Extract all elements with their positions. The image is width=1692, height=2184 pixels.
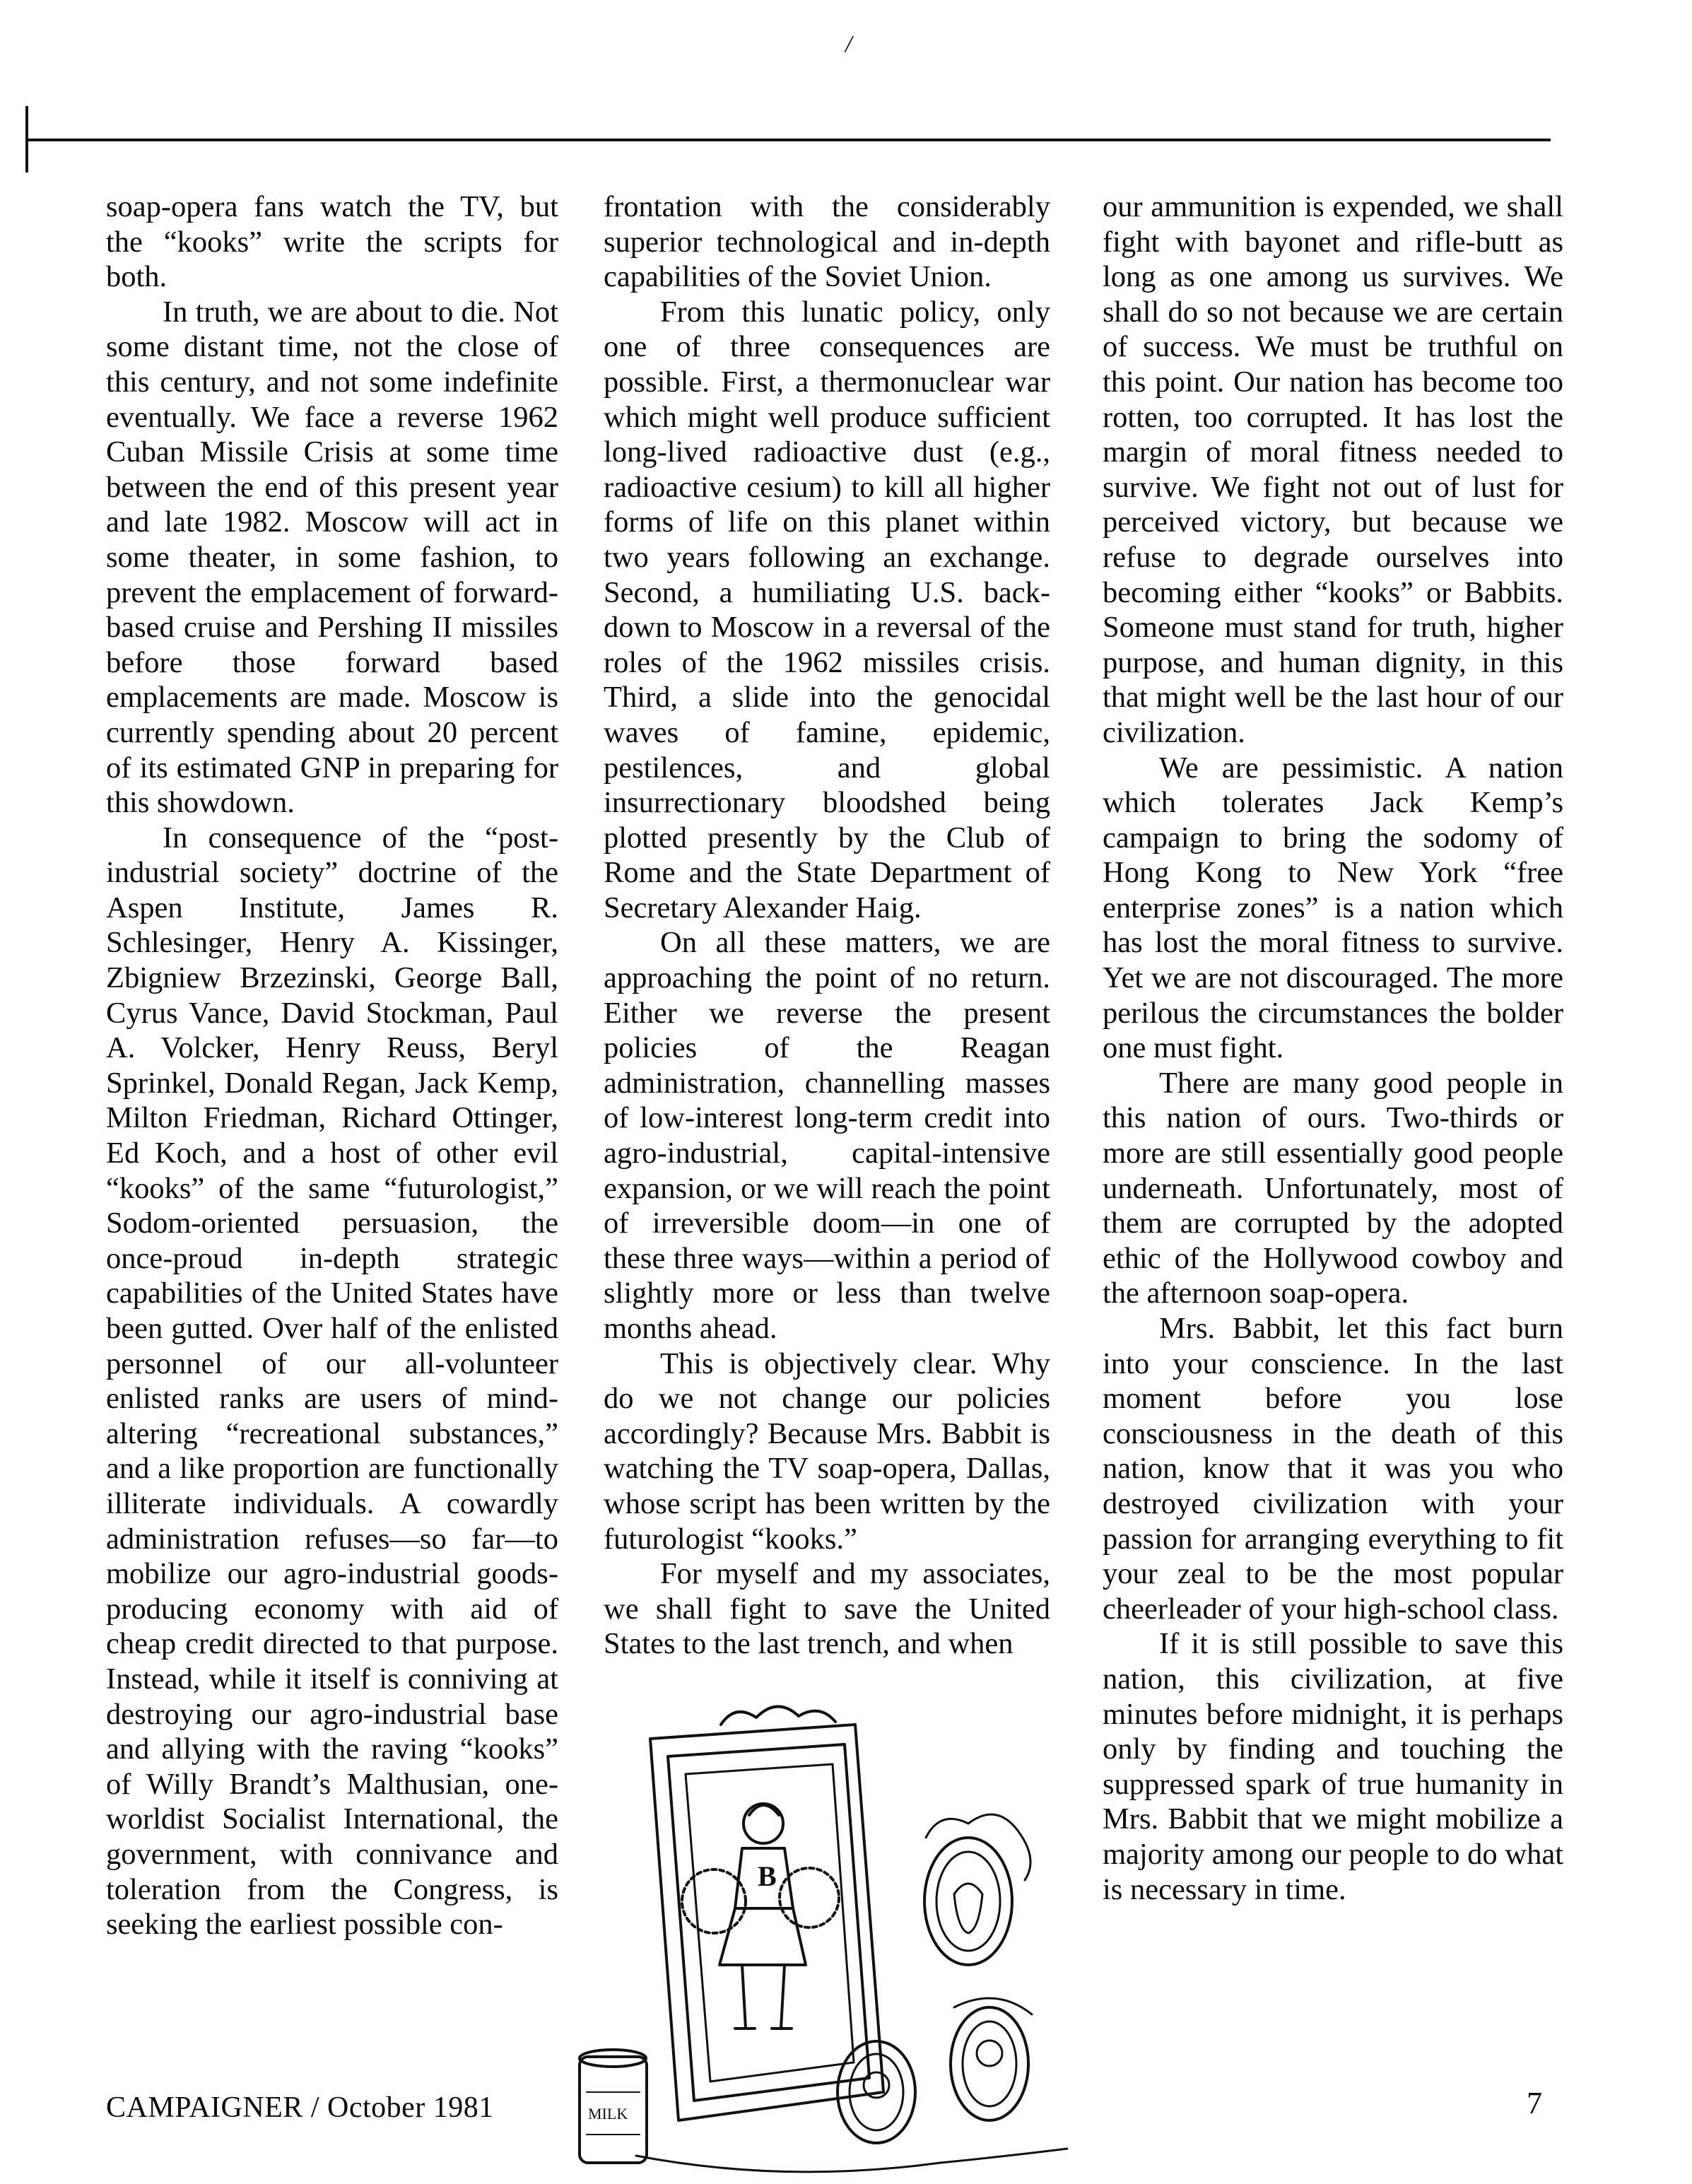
col3-paragraph-3: There are many good people in this nation of ours. Two-thirds or more are still essentially good people underneath. Unfortunately, most of them are corrupted by the adopted ethic of the Hollywood cowboy and the afternoon soap-opera. bbox=[1103, 1066, 1563, 1310]
col2-paragraph-3: On all these matters, we are approaching the point of no return. Either we reverse the present policies of the Reagan administration, channelling masses of low-interest long-term credit into agro-industrial, capital-intensive expansion, or we will reach the point of irreversible doom—in one of these three ways—within a period of slightly more or less than twelve months ahead. bbox=[604, 926, 1050, 1345]
col1-paragraph-3: In consequence of the “post-industrial society” doctrine of the Aspen Institute, James R. Schlesinger, Henry A. Kissinger, Zbigniew Brzezinski, George Ball, Cyrus Vance, David Stockman, Paul A. Volcker, Henry Reuss, Beryl Sprinkel, Donald Regan, Jack Kemp, Milton Friedman, Richard Ottinger, Ed Koch, and a host of other evil “kooks” of the same “futurologist,” Sodom-oriented persuasion, the once-proud in-depth strategic capabilities of the United States have been gutted. Over half of the enlisted personnel of our all-volunteer enlisted ranks are users of mind-altering “recreational substances,” and a like proportion are functionally illiterate individuals. A cowardly administration refuses—so far—to mobilize our agro-industrial goods-producing economy with aid of cheap credit directed to that purpose. Instead, while it itself is conniving at destroying our agro-industrial base and allying with the raving “kooks” of Willy Brandt’s Malthusian, one-worldist Socialist International, the government, with connivance and toleration from the Congress, is seeking the earliest possible con- bbox=[106, 821, 558, 1942]
page-mark: / bbox=[845, 31, 852, 57]
col1-paragraph-1: soap-opera fans watch the TV, but the “kooks” write the scripts for both. bbox=[106, 190, 558, 294]
col3-paragraph-5: If it is still possible to save this nation, this civilization, at five minutes before midnight, it is perhaps only by finding and touching the suppressed spark of true humanity in Mrs. Babbit that we might mobilize a majority among our people to do what is necessary in time. bbox=[1103, 1627, 1563, 1906]
col3-paragraph-4: Mrs. Babbit, let this fact burn into your conscience. In the last moment before you lose consciousness in the death of this nation, know that it was you who destroyed civilization with your passion for arranging everything to fit your zeal to be the most popular cheerleader of your high-school class. bbox=[1103, 1312, 1563, 1626]
header-rule bbox=[25, 139, 1551, 141]
col2-paragraph-2: From this lunatic policy, only one of three consequences are possible. First, a thermonuclear war which might well produce sufficient long-lived radioactive dust (e.g., radioactive cesium) to kill all higher forms of life on this planet within two years following an exchange. Second, a humiliating U.S. back-down to Moscow in a reversal of the roles of the 1962 missiles crisis. Third, a slide into the genocidal waves of famine, epidemic, pestilences, and global insurrectionary bloodshed being plotted presently by the Club of Rome and the State Department of Secretary Alexander Haig. bbox=[604, 295, 1050, 924]
col3-paragraph-2: We are pessimistic. A nation which tolerates Jack Kemp’s campaign to bring the sodomy of Hong Kong to New York “free enterprise zones” is a nation which has lost the moral fitness to survive. Yet we are not discouraged. The more perilous the circumstances the bolder one must fight. bbox=[1103, 751, 1563, 1065]
col1-paragraph-2: In truth, we are about to die. Not some distant time, not the close of this century, and not some indefinite eventually. We face a reverse 1962 Cuban Missile Crisis at some time between the end of this present year and late 1982. Moscow will act in some theater, in some fashion, to prevent the emplacement of forward-based cruise and Pershing II missiles before those forward based emplacements are made. Moscow is currently spending about 20 percent of its estimated GNP in preparing for this showdown. bbox=[106, 295, 558, 820]
page-number: 7 bbox=[1527, 2086, 1542, 2120]
col2-paragraph-1: frontation with the considerably superior technological and in-depth capabilities of the Soviet Union. bbox=[604, 190, 1050, 294]
col2-paragraph-4: This is objectively clear. Why do we not change our policies accordingly? Because Mrs. Babbit is watching the TV soap-opera, Dallas, whose script has been written by the futurologist “kooks.” bbox=[604, 1346, 1050, 1556]
column-3 bbox=[1103, 189, 1563, 2055]
col3-paragraph-1: our ammunition is expended, we shall fight with bayonet and rifle-butt as long as one among us survives. We shall do so not because we are certain of success. We must be truthful on this point. Our nation has become too rotten, too corrupted. It has lost the margin of moral fitness needed to survive. We fight not out of lust for perceived victory, but because we refuse to degrade ourselves into becoming either “kooks” or Babbits. Someone must stand for truth, higher purpose, and human dignity, in this that might well be the last hour of our civilization. bbox=[1103, 190, 1563, 749]
pennant-letter: B bbox=[758, 1860, 777, 1892]
jar-label: MILK bbox=[588, 2105, 628, 2123]
col2-paragraph-5: For myself and my associates, we shall fight to save the United States to the last trench, and when bbox=[604, 1557, 1050, 1661]
column-1 bbox=[106, 189, 558, 2055]
publication-footer: CAMPAIGNER / October 1981 bbox=[106, 2091, 494, 2124]
cheerleader-frame-illustration bbox=[572, 1696, 1095, 2184]
